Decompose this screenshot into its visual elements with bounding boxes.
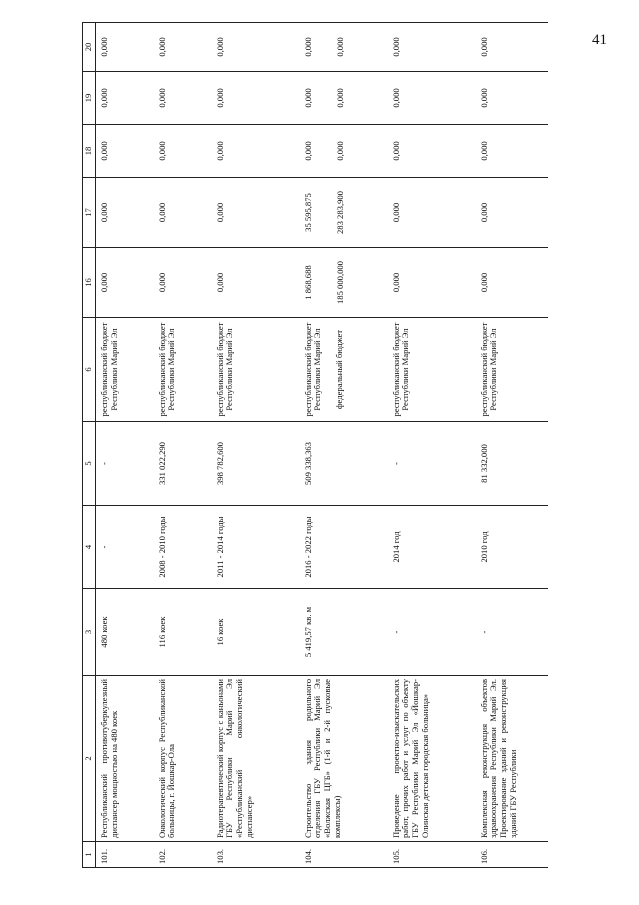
value-20: 0,000: [335, 37, 346, 57]
header-cell: 2: [83, 676, 96, 842]
row-number: 103.: [212, 842, 300, 868]
capacity: 5 419,57 кв. м: [300, 589, 388, 676]
value-16: 0,000: [390, 272, 401, 293]
value-18: 0,000: [99, 141, 109, 161]
value-18: 0,000: [390, 141, 401, 161]
value-20: 0,000: [302, 37, 313, 57]
value-20: 0,000: [214, 37, 225, 57]
value-16: 0,000: [156, 272, 167, 293]
value-18: 0,000: [302, 141, 313, 161]
row-number: 102.: [154, 842, 212, 868]
page-number: 41: [592, 32, 607, 48]
rotated-table-wrapper: [82, 23, 606, 868]
value-18: 0,000: [478, 141, 489, 161]
funding-source: республиканский бюджет Республики Марий Эл: [156, 322, 177, 417]
estimated-cost: 398 782,600: [212, 422, 300, 506]
period: 2011 - 2014 годы: [212, 506, 300, 589]
value-16: 0,000: [99, 272, 109, 293]
funding-source: республиканский бюджет Республики Марий Эл: [390, 322, 411, 417]
value-19: 0,000: [156, 88, 167, 108]
object-name: Комплексная реконструкция объектов здравоохранения Республики Марий Эл. Проектирование зданий и реконструкция зданий ГБУ Республики: [476, 676, 548, 842]
value-16: 0,000: [478, 272, 489, 293]
period: 2014 год: [388, 506, 476, 589]
estimated-cost: -: [96, 422, 154, 506]
header-cell: 20: [83, 23, 96, 72]
estimated-cost: 331 022,290: [154, 422, 212, 506]
value-17: 0,000: [478, 202, 489, 223]
value-16: 0,000: [214, 272, 225, 293]
value-17: 0,000: [156, 202, 167, 223]
value-18: 0,000: [335, 141, 346, 161]
estimated-cost: 81 332,000: [476, 422, 548, 506]
object-name: Республиканский противотуберкулезный диспансер мощностью на 480 коек: [96, 676, 154, 842]
estimated-cost: -: [388, 422, 476, 506]
header-cell: 5: [83, 422, 96, 506]
header-cell: 6: [83, 318, 96, 422]
value-20: 0,000: [390, 37, 401, 57]
capacity: -: [476, 589, 548, 676]
value-19: 0,000: [335, 88, 346, 108]
header-row: [83, 23, 96, 868]
funding-source: федеральный бюджет: [333, 329, 344, 410]
table-row: [476, 23, 548, 868]
object-name: Строительство здания родильного отделения ГБУ Республики Марий Эл «Волжская ЦГБ» (1-й и 2-й пусковые комплексы): [300, 676, 388, 842]
table-row: [300, 23, 388, 868]
value-17: 0,000: [390, 202, 401, 223]
value-18: 0,000: [156, 141, 167, 161]
value-20: 0,000: [99, 37, 109, 57]
value-19: 0,000: [302, 88, 313, 108]
funding-source: республиканский бюджет Республики Марий Эл: [478, 322, 499, 417]
table-row: [154, 23, 212, 868]
value-17: 35 595,875: [302, 193, 313, 232]
header-cell: 18: [83, 125, 96, 178]
period: 2016 - 2022 годы: [300, 506, 388, 589]
header-cell: 19: [83, 72, 96, 125]
estimated-cost: 509 338,363: [300, 422, 388, 506]
header-cell: 16: [83, 248, 96, 318]
capacity: 16 коек: [212, 589, 300, 676]
table-row: [388, 23, 476, 868]
row-number: 101.: [96, 842, 154, 868]
value-19: 0,000: [478, 88, 489, 108]
row-number: 104.: [300, 842, 388, 868]
header-cell: 17: [83, 178, 96, 248]
object-name: Проведение проектно-изыскательских работ, прочих работ и услуг по объекту ГБУ Республики Марий Эл «Йошкар-Олинская детская городская больница»: [388, 676, 476, 842]
value-20: 0,000: [478, 37, 489, 57]
value-19: 0,000: [99, 88, 109, 108]
funding-source: республиканский бюджет Республики Марий Эл: [302, 322, 323, 417]
value-19: 0,000: [214, 88, 225, 108]
period: -: [96, 506, 154, 589]
value-17: 283 283,900: [335, 191, 346, 234]
value-16: 1 868,688: [302, 265, 313, 300]
value-19: 0,000: [390, 88, 401, 108]
capacity: 116 коек: [154, 589, 212, 676]
row-number: 106.: [476, 842, 548, 868]
value-16: 185 000,000: [335, 261, 346, 304]
header-cell: 4: [83, 506, 96, 589]
period: 2010 год: [476, 506, 548, 589]
row-number: 105.: [388, 842, 476, 868]
value-17: 0,000: [99, 202, 109, 223]
value-20: 0,000: [156, 37, 167, 57]
header-cell: 1: [83, 842, 96, 868]
table-row: [212, 23, 300, 868]
object-name: Онкологический корпус Республиканской больницы, г. Йошкар-Ола: [154, 676, 212, 842]
funding-source: республиканский бюджет Республики Марий Эл: [214, 322, 235, 417]
capacity: -: [388, 589, 476, 676]
table-row: [96, 23, 154, 868]
value-18: 0,000: [214, 141, 225, 161]
budget-table: [82, 22, 548, 868]
period: 2008 - 2010 годы: [154, 506, 212, 589]
capacity: 480 коек: [96, 589, 154, 676]
value-17: 0,000: [214, 202, 225, 223]
funding-source: республиканский бюджет Республики Марий Эл: [99, 322, 119, 417]
object-name: Радиотерапевтический корпус с каньонами ГБУ Республики Марий Эл «Республиканский онкологический диспансер»: [212, 676, 300, 842]
header-cell: 3: [83, 589, 96, 676]
